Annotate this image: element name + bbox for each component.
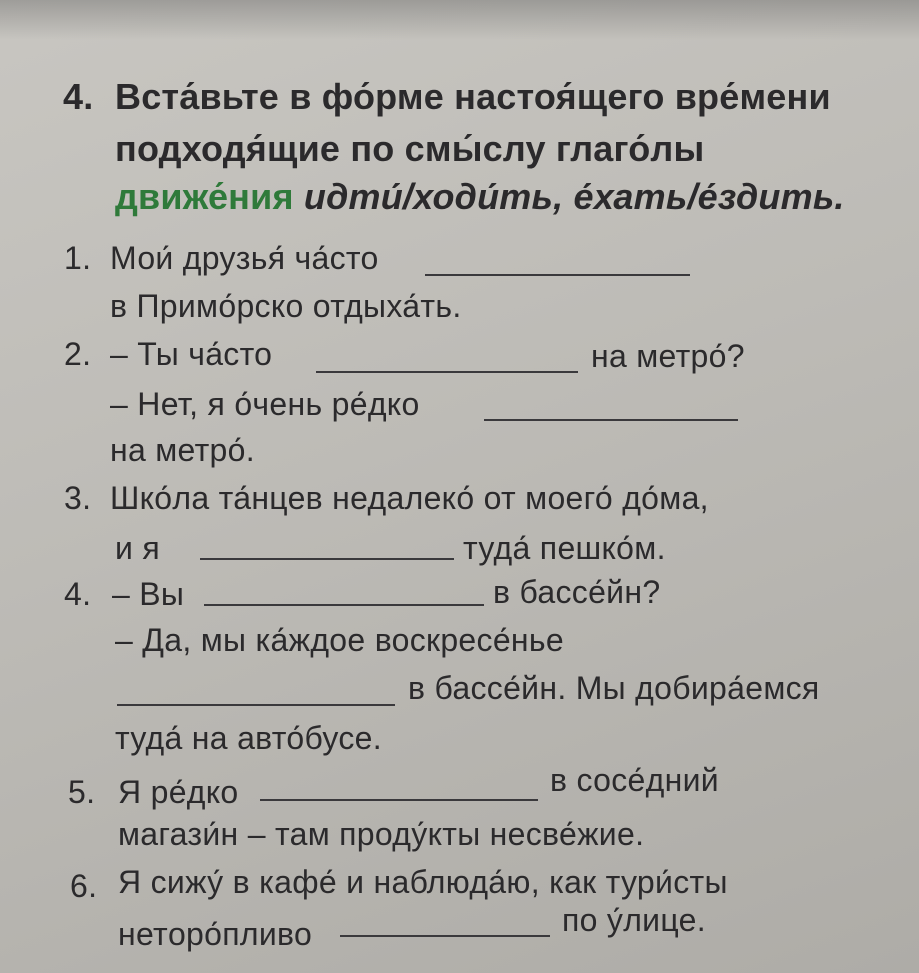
item-3-line-b-end: туда́ пешко́м. <box>463 530 666 566</box>
item-4-blank-2[interactable] <box>117 704 395 706</box>
item-6-line-a: Я сижу́ в кафе́ и наблюда́ю, как тури́сты <box>118 864 728 900</box>
item-2-line-c: на метро́. <box>110 432 255 468</box>
item-5-number: 5. <box>68 774 96 810</box>
item-1-number: 1. <box>64 240 92 276</box>
item-6-number: 6. <box>70 868 98 904</box>
item-5-line-b: магази́н – там проду́кты несве́жие. <box>118 816 645 852</box>
item-4-line-a-end: в бассе́йн? <box>493 574 661 610</box>
title-line-3-verbs: идти́/ходи́ть, е́хать/е́здить. <box>303 176 845 217</box>
page-shadow <box>0 0 919 40</box>
item-1-line-b: в Примо́рско отдыха́ть. <box>110 288 462 324</box>
item-4-number: 4. <box>64 576 92 612</box>
item-5-line-a-end: в сосе́дний <box>550 762 719 798</box>
item-3-line-a: Шко́ла та́нцев недалеко́ от моего́ до́ма, <box>110 480 709 516</box>
title-line-2: подходя́щие по смы́слу глаго́лы <box>115 128 705 169</box>
item-2-number: 2. <box>64 336 92 372</box>
item-4-line-b: – Да, мы ка́ждое воскресе́нье <box>115 622 564 658</box>
item-4-line-a: – Вы <box>112 576 185 612</box>
item-1-blank[interactable] <box>425 274 690 276</box>
item-2-line-b: – Нет, я о́чень ре́дко <box>110 386 420 422</box>
item-3-number: 3. <box>64 480 92 516</box>
item-5-blank[interactable] <box>260 799 538 801</box>
item-3-line-b: и я <box>115 530 160 566</box>
item-6-line-b: нетoро́пливо <box>118 916 313 952</box>
title-line-3 <box>115 176 845 218</box>
item-4-blank-1[interactable] <box>204 604 484 606</box>
item-3-blank[interactable] <box>200 558 454 560</box>
item-5-line-a: Я ре́дко <box>118 774 239 810</box>
item-6-line-b-end: по у́лице. <box>562 902 706 938</box>
title-line-1: Вста́вьте в фо́рме настоя́щего вре́мени <box>115 76 831 117</box>
item-4-line-d: туда́ на авто́бусе. <box>115 720 382 756</box>
item-2-blank-1[interactable] <box>316 371 578 373</box>
item-4-line-c-end: в бассе́йн. Мы добира́емся <box>408 670 820 706</box>
item-6-blank[interactable] <box>340 935 550 937</box>
item-2-line-a-end: на метро́? <box>591 338 745 374</box>
item-2-line-a: – Ты ча́сто <box>110 336 273 372</box>
exercise-number: 4. <box>63 76 94 117</box>
item-2-blank-2[interactable] <box>484 419 738 421</box>
item-1-line-a: Мои́ друзья́ ча́сто <box>110 240 379 276</box>
exercise-title <box>63 76 831 118</box>
title-line-3-prefix: движе́ния <box>115 176 304 217</box>
